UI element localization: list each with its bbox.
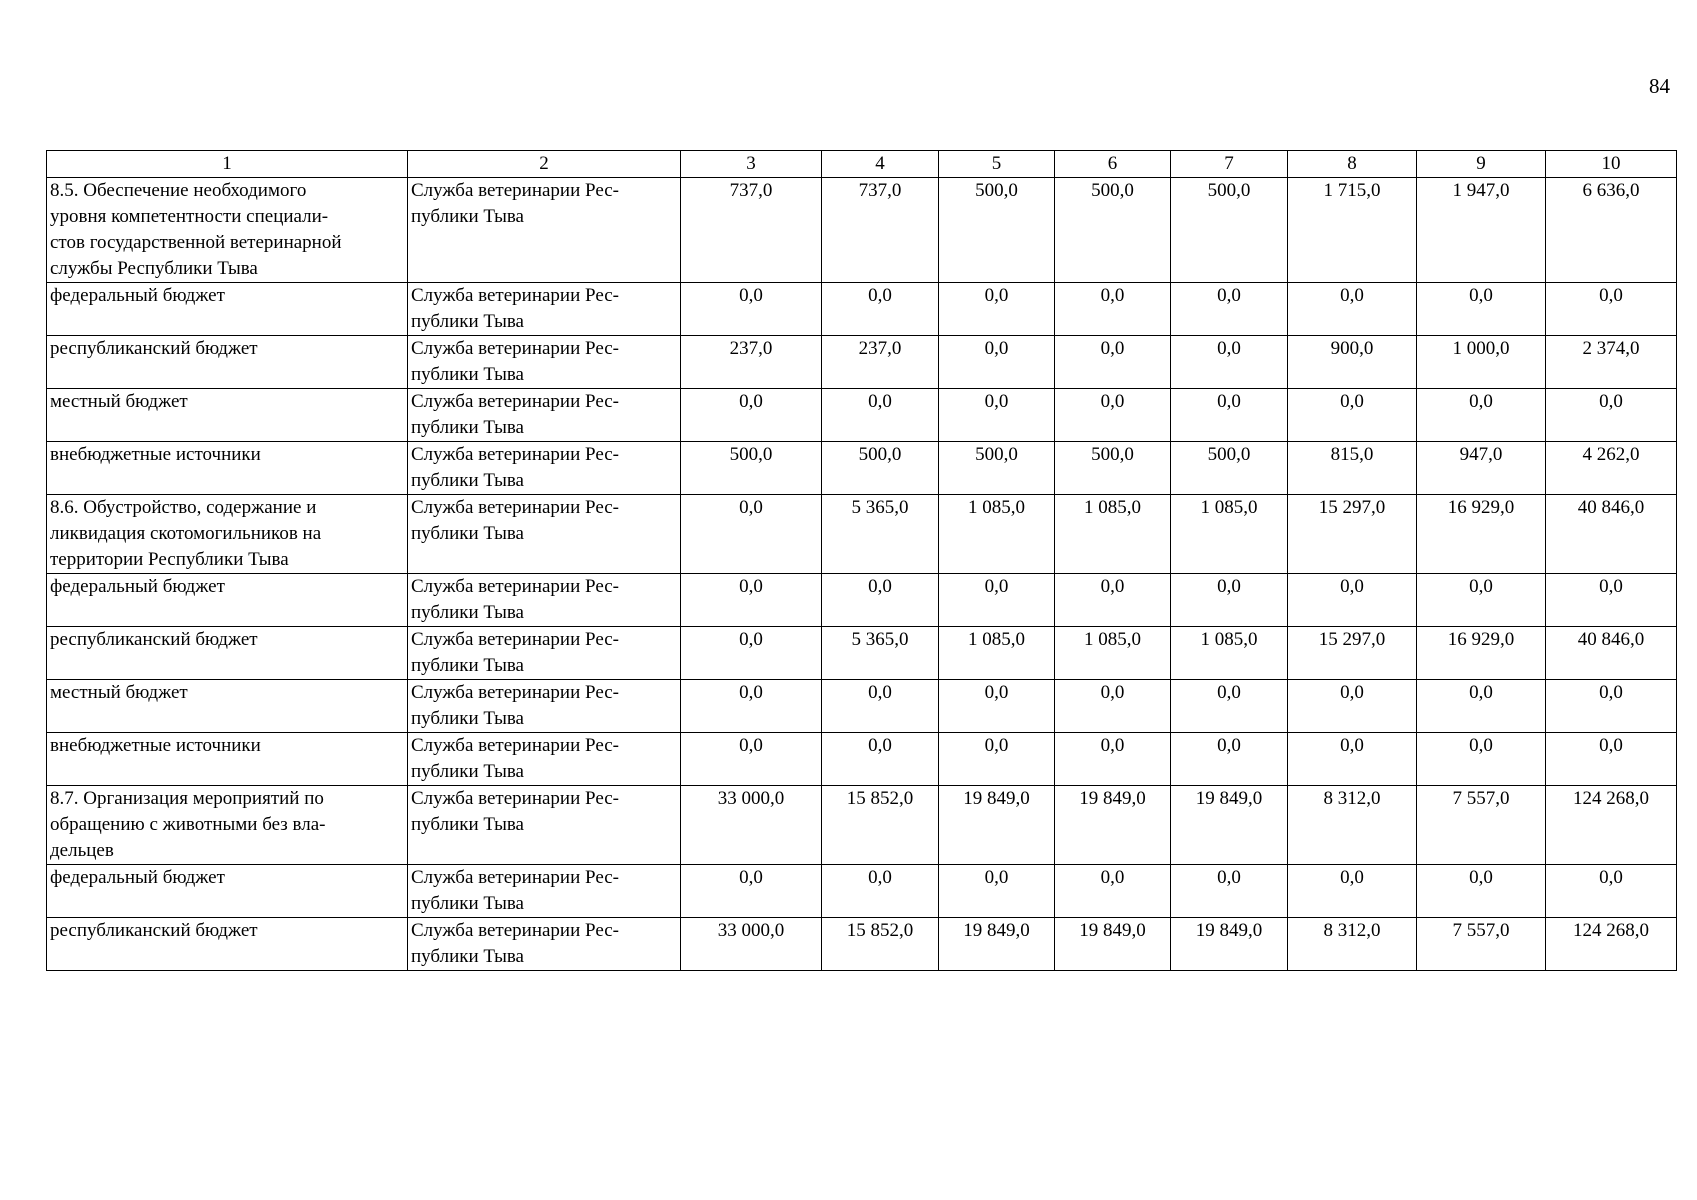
executor-text: Служба ветеринарии Рес- публики Тыва — [411, 920, 619, 967]
value-cell: 1 085,0 — [1171, 627, 1288, 680]
value-cell: 500,0 — [1055, 442, 1171, 495]
executor-cell — [408, 283, 681, 336]
row-name-cell — [47, 733, 408, 786]
value-cell: 8 312,0 — [1288, 918, 1417, 971]
value-cell: 0,0 — [1288, 865, 1417, 918]
value-cell: 0,0 — [1288, 389, 1417, 442]
value-cell: 737,0 — [822, 178, 939, 283]
value-cell: 0,0 — [939, 574, 1055, 627]
table-row — [47, 574, 1677, 627]
value-cell: 0,0 — [1546, 574, 1677, 627]
table-row — [47, 627, 1677, 680]
value-cell: 1 085,0 — [1055, 495, 1171, 574]
table-row — [47, 442, 1677, 495]
budget-table — [46, 150, 1677, 971]
value-cell: 0,0 — [1171, 733, 1288, 786]
column-header: 5 — [939, 151, 1055, 178]
table-row — [47, 865, 1677, 918]
value-cell: 0,0 — [681, 627, 822, 680]
value-cell: 500,0 — [939, 442, 1055, 495]
page-number: 84 — [1649, 74, 1670, 98]
executor-cell — [408, 442, 681, 495]
value-cell: 19 849,0 — [1055, 918, 1171, 971]
row-name-cell — [47, 495, 408, 574]
row-name-text: внебюджетные источники — [50, 735, 261, 756]
executor-cell — [408, 786, 681, 865]
row-name-cell — [47, 442, 408, 495]
value-cell: 0,0 — [1417, 733, 1546, 786]
executor-text: Служба ветеринарии Рес- публики Тыва — [411, 497, 619, 544]
value-cell: 8 312,0 — [1288, 786, 1417, 865]
value-cell: 1 085,0 — [1055, 627, 1171, 680]
executor-text: Служба ветеринарии Рес- публики Тыва — [411, 576, 619, 623]
value-cell: 0,0 — [681, 495, 822, 574]
column-header: 8 — [1288, 151, 1417, 178]
column-header: 3 — [681, 151, 822, 178]
value-cell: 0,0 — [1288, 574, 1417, 627]
table-row — [47, 495, 1677, 574]
value-cell: 0,0 — [1171, 336, 1288, 389]
row-name-text: 8.5. Обеспечение необходимого уровня компетентности специали- стов государственной ветеринарной службы Республики Тыва — [50, 180, 342, 279]
row-name-text: 8.6. Обустройство, содержание и ликвидация скотомогильников на территории Республики Тыва — [50, 497, 322, 570]
value-cell: 0,0 — [1171, 283, 1288, 336]
value-cell: 5 365,0 — [822, 627, 939, 680]
executor-cell — [408, 178, 681, 283]
executor-text: Служба ветеринарии Рес- публики Тыва — [411, 867, 619, 914]
executor-text: Служба ветеринарии Рес- публики Тыва — [411, 444, 619, 491]
value-cell: 0,0 — [1417, 389, 1546, 442]
row-name-text: республиканский бюджет — [50, 629, 258, 650]
value-cell: 0,0 — [822, 574, 939, 627]
row-name-cell — [47, 627, 408, 680]
header-row — [47, 151, 1677, 178]
value-cell: 19 849,0 — [1171, 918, 1288, 971]
value-cell: 1 000,0 — [1417, 336, 1546, 389]
value-cell: 0,0 — [1055, 865, 1171, 918]
value-cell: 0,0 — [822, 733, 939, 786]
value-cell: 500,0 — [1171, 442, 1288, 495]
row-name-cell — [47, 786, 408, 865]
value-cell: 1 085,0 — [939, 495, 1055, 574]
value-cell: 40 846,0 — [1546, 495, 1677, 574]
value-cell: 0,0 — [681, 574, 822, 627]
value-cell: 0,0 — [1055, 680, 1171, 733]
value-cell: 0,0 — [1417, 680, 1546, 733]
row-name-cell — [47, 178, 408, 283]
value-cell: 500,0 — [822, 442, 939, 495]
row-name-cell — [47, 283, 408, 336]
value-cell: 0,0 — [681, 733, 822, 786]
row-name-text: республиканский бюджет — [50, 920, 258, 941]
executor-text: Служба ветеринарии Рес- публики Тыва — [411, 180, 619, 227]
value-cell: 0,0 — [1171, 865, 1288, 918]
value-cell: 0,0 — [1055, 574, 1171, 627]
value-cell: 0,0 — [681, 680, 822, 733]
row-name-text: республиканский бюджет — [50, 338, 258, 359]
value-cell: 500,0 — [1055, 178, 1171, 283]
executor-text: Служба ветеринарии Рес- публики Тыва — [411, 391, 619, 438]
value-cell: 900,0 — [1288, 336, 1417, 389]
value-cell: 0,0 — [822, 865, 939, 918]
value-cell: 0,0 — [939, 733, 1055, 786]
value-cell: 0,0 — [939, 336, 1055, 389]
value-cell: 19 849,0 — [939, 918, 1055, 971]
value-cell: 6 636,0 — [1546, 178, 1677, 283]
table-row — [47, 283, 1677, 336]
column-header: 10 — [1546, 151, 1677, 178]
row-name-text: федеральный бюджет — [50, 576, 225, 597]
value-cell: 0,0 — [1546, 389, 1677, 442]
row-name-text: местный бюджет — [50, 391, 188, 412]
value-cell: 0,0 — [939, 865, 1055, 918]
executor-text: Служба ветеринарии Рес- публики Тыва — [411, 735, 619, 782]
value-cell: 16 929,0 — [1417, 627, 1546, 680]
column-header: 1 — [47, 151, 408, 178]
executor-cell — [408, 495, 681, 574]
value-cell: 19 849,0 — [939, 786, 1055, 865]
executor-text: Служба ветеринарии Рес- публики Тыва — [411, 285, 619, 332]
executor-text: Служба ветеринарии Рес- публики Тыва — [411, 629, 619, 676]
value-cell: 0,0 — [822, 389, 939, 442]
value-cell: 0,0 — [681, 389, 822, 442]
column-header: 6 — [1055, 151, 1171, 178]
value-cell: 500,0 — [1171, 178, 1288, 283]
value-cell: 15 852,0 — [822, 786, 939, 865]
executor-cell — [408, 680, 681, 733]
value-cell: 947,0 — [1417, 442, 1546, 495]
value-cell: 0,0 — [822, 680, 939, 733]
value-cell: 0,0 — [1417, 865, 1546, 918]
value-cell: 0,0 — [822, 283, 939, 336]
value-cell: 0,0 — [1288, 680, 1417, 733]
value-cell: 0,0 — [1288, 283, 1417, 336]
row-name-text: внебюджетные источники — [50, 444, 261, 465]
row-name-text: 8.7. Организация мероприятий по обращению с животными без вла- дельцев — [50, 788, 326, 861]
value-cell: 124 268,0 — [1546, 918, 1677, 971]
value-cell: 0,0 — [1546, 733, 1677, 786]
executor-cell — [408, 865, 681, 918]
value-cell: 33 000,0 — [681, 918, 822, 971]
table-row — [47, 786, 1677, 865]
row-name-text: федеральный бюджет — [50, 867, 225, 888]
value-cell: 15 297,0 — [1288, 495, 1417, 574]
value-cell: 737,0 — [681, 178, 822, 283]
table-row — [47, 336, 1677, 389]
value-cell: 1 085,0 — [1171, 495, 1288, 574]
value-cell: 0,0 — [1171, 574, 1288, 627]
table-row — [47, 680, 1677, 733]
row-name-cell — [47, 574, 408, 627]
value-cell: 7 557,0 — [1417, 918, 1546, 971]
executor-text: Служба ветеринарии Рес- публики Тыва — [411, 682, 619, 729]
value-cell: 0,0 — [1288, 733, 1417, 786]
value-cell: 0,0 — [681, 283, 822, 336]
row-name-cell — [47, 680, 408, 733]
value-cell: 0,0 — [1055, 283, 1171, 336]
row-name-text: федеральный бюджет — [50, 285, 225, 306]
executor-cell — [408, 574, 681, 627]
value-cell: 237,0 — [681, 336, 822, 389]
value-cell: 0,0 — [1055, 733, 1171, 786]
value-cell: 500,0 — [681, 442, 822, 495]
table-row — [47, 389, 1677, 442]
value-cell: 40 846,0 — [1546, 627, 1677, 680]
value-cell: 0,0 — [681, 865, 822, 918]
value-cell: 237,0 — [822, 336, 939, 389]
value-cell: 2 374,0 — [1546, 336, 1677, 389]
value-cell: 0,0 — [1546, 680, 1677, 733]
value-cell: 5 365,0 — [822, 495, 939, 574]
value-cell: 0,0 — [939, 680, 1055, 733]
column-header: 2 — [408, 151, 681, 178]
value-cell: 0,0 — [1055, 389, 1171, 442]
value-cell: 7 557,0 — [1417, 786, 1546, 865]
value-cell: 1 085,0 — [939, 627, 1055, 680]
row-name-cell — [47, 389, 408, 442]
executor-cell — [408, 627, 681, 680]
executor-cell — [408, 336, 681, 389]
column-header: 9 — [1417, 151, 1546, 178]
executor-text: Служба ветеринарии Рес- публики Тыва — [411, 788, 619, 835]
value-cell: 15 297,0 — [1288, 627, 1417, 680]
column-header: 4 — [822, 151, 939, 178]
column-header: 7 — [1171, 151, 1288, 178]
executor-text: Служба ветеринарии Рес- публики Тыва — [411, 338, 619, 385]
table-row — [47, 178, 1677, 283]
executor-cell — [408, 733, 681, 786]
table-row — [47, 733, 1677, 786]
value-cell: 1 715,0 — [1288, 178, 1417, 283]
value-cell: 0,0 — [1055, 336, 1171, 389]
value-cell: 0,0 — [939, 283, 1055, 336]
value-cell: 124 268,0 — [1546, 786, 1677, 865]
value-cell: 1 947,0 — [1417, 178, 1546, 283]
value-cell: 4 262,0 — [1546, 442, 1677, 495]
value-cell: 0,0 — [1417, 283, 1546, 336]
value-cell: 0,0 — [1546, 283, 1677, 336]
value-cell: 19 849,0 — [1171, 786, 1288, 865]
value-cell: 0,0 — [1417, 574, 1546, 627]
value-cell: 0,0 — [939, 389, 1055, 442]
table-row — [47, 918, 1677, 971]
value-cell: 15 852,0 — [822, 918, 939, 971]
executor-cell — [408, 389, 681, 442]
row-name-cell — [47, 865, 408, 918]
executor-cell — [408, 918, 681, 971]
value-cell: 0,0 — [1171, 680, 1288, 733]
value-cell: 0,0 — [1171, 389, 1288, 442]
row-name-cell — [47, 336, 408, 389]
row-name-text: местный бюджет — [50, 682, 188, 703]
row-name-cell — [47, 918, 408, 971]
value-cell: 815,0 — [1288, 442, 1417, 495]
value-cell: 500,0 — [939, 178, 1055, 283]
value-cell: 0,0 — [1546, 865, 1677, 918]
value-cell: 19 849,0 — [1055, 786, 1171, 865]
value-cell: 16 929,0 — [1417, 495, 1546, 574]
value-cell: 33 000,0 — [681, 786, 822, 865]
